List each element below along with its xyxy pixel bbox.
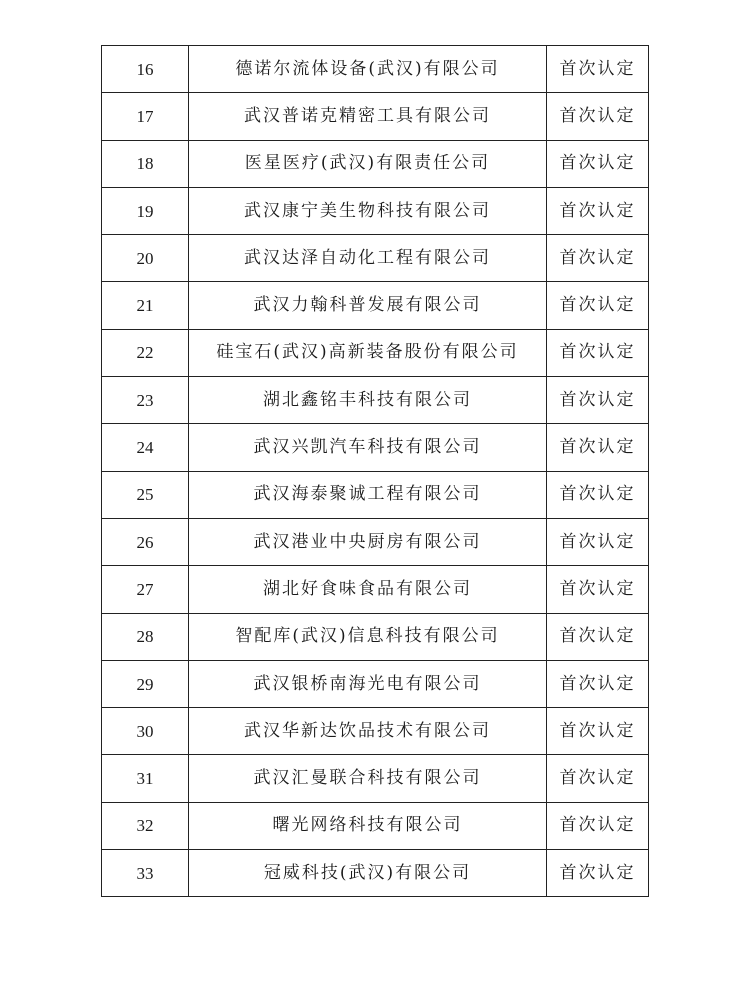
table-row (102, 46, 649, 93)
row-number: 24 (102, 424, 189, 471)
row-number: 32 (102, 802, 189, 849)
company-name: 湖北鑫铭丰科技有限公司 (189, 377, 547, 424)
certification-type: 首次认定 (547, 566, 649, 613)
certification-type: 首次认定 (547, 46, 649, 93)
company-name: 智配库(武汉)信息科技有限公司 (189, 613, 547, 660)
company-name: 武汉汇曼联合科技有限公司 (189, 755, 547, 802)
table-row (102, 850, 649, 897)
table-row (102, 660, 649, 707)
certification-type: 首次认定 (547, 329, 649, 376)
company-name: 冠威科技(武汉)有限公司 (189, 850, 547, 897)
certification-type: 首次认定 (547, 850, 649, 897)
table-row (102, 755, 649, 802)
table-row (102, 93, 649, 140)
certification-type: 首次认定 (547, 282, 649, 329)
company-name: 武汉华新达饮品技术有限公司 (189, 708, 547, 755)
row-number: 26 (102, 518, 189, 565)
row-number: 20 (102, 235, 189, 282)
row-number: 22 (102, 329, 189, 376)
row-number: 30 (102, 708, 189, 755)
table-row (102, 613, 649, 660)
certification-type: 首次认定 (547, 187, 649, 234)
company-name: 曙光网络科技有限公司 (189, 802, 547, 849)
table-row (102, 802, 649, 849)
company-name: 武汉力翰科普发展有限公司 (189, 282, 547, 329)
company-name: 武汉港业中央厨房有限公司 (189, 518, 547, 565)
company-name: 湖北好食味食品有限公司 (189, 566, 547, 613)
row-number: 19 (102, 187, 189, 234)
certification-type: 首次认定 (547, 140, 649, 187)
certification-type: 首次认定 (547, 235, 649, 282)
table-row (102, 282, 649, 329)
row-number: 21 (102, 282, 189, 329)
certification-type: 首次认定 (547, 613, 649, 660)
company-name: 武汉海泰聚诚工程有限公司 (189, 471, 547, 518)
company-name: 武汉兴凯汽车科技有限公司 (189, 424, 547, 471)
certification-type: 首次认定 (547, 424, 649, 471)
company-name: 武汉达泽自动化工程有限公司 (189, 235, 547, 282)
table-row (102, 329, 649, 376)
company-table (101, 45, 649, 897)
row-number: 23 (102, 377, 189, 424)
certification-type: 首次认定 (547, 518, 649, 565)
table-row (102, 518, 649, 565)
company-name: 德诺尔流体设备(武汉)有限公司 (189, 46, 547, 93)
certification-type: 首次认定 (547, 708, 649, 755)
row-number: 25 (102, 471, 189, 518)
certification-type: 首次认定 (547, 471, 649, 518)
company-name: 武汉康宁美生物科技有限公司 (189, 187, 547, 234)
company-name: 硅宝石(武汉)高新装备股份有限公司 (189, 329, 547, 376)
certification-type: 首次认定 (547, 93, 649, 140)
row-number: 27 (102, 566, 189, 613)
company-name: 医星医疗(武汉)有限责任公司 (189, 140, 547, 187)
row-number: 29 (102, 660, 189, 707)
certification-type: 首次认定 (547, 660, 649, 707)
table-row (102, 708, 649, 755)
row-number: 16 (102, 46, 189, 93)
table-row (102, 424, 649, 471)
table-row (102, 377, 649, 424)
company-name: 武汉银桥南海光电有限公司 (189, 660, 547, 707)
company-table-body (102, 46, 649, 897)
certification-type: 首次认定 (547, 377, 649, 424)
certification-type: 首次认定 (547, 755, 649, 802)
row-number: 28 (102, 613, 189, 660)
row-number: 17 (102, 93, 189, 140)
table-row (102, 235, 649, 282)
table-row (102, 140, 649, 187)
row-number: 33 (102, 850, 189, 897)
row-number: 18 (102, 140, 189, 187)
table-row (102, 471, 649, 518)
row-number: 31 (102, 755, 189, 802)
company-name: 武汉普诺克精密工具有限公司 (189, 93, 547, 140)
certification-type: 首次认定 (547, 802, 649, 849)
table-row (102, 566, 649, 613)
table-row (102, 187, 649, 234)
